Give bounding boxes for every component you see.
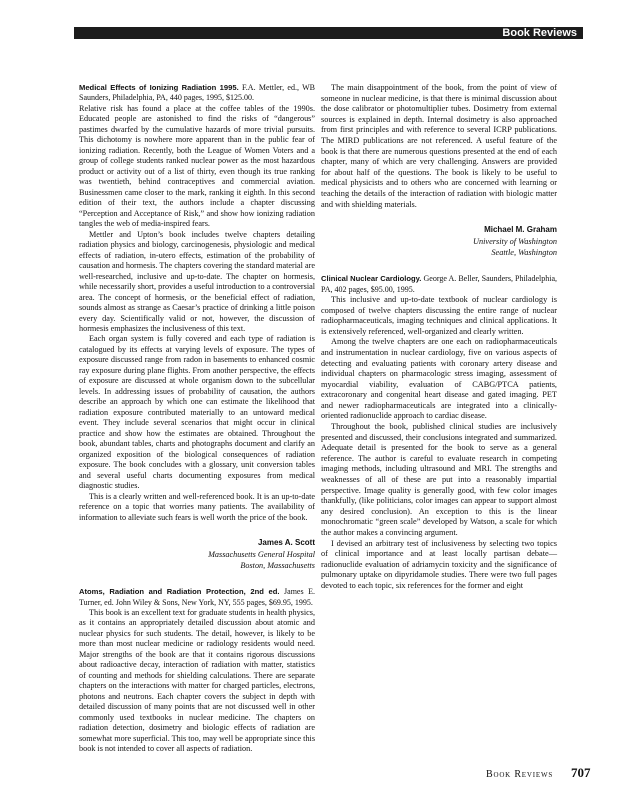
page-footer [486,764,591,782]
page-number: 707 [571,765,591,780]
reviewer-institution: Massachusetts General Hospital [208,550,315,560]
footer-journal: Book Reviews [486,769,554,780]
review-3-title: Clinical Nuclear Cardiology. [321,274,422,284]
section-header-bar [74,27,583,39]
right-column [321,83,557,592]
review-3-paragraph: Throughout the book, published clinical studies are inclusively presented and discussed, their conclusions integrated and summarized. Adequate detail is presented for the book to serve as a general reference. The author is careful to evaluate research in competing imaging methods, including ultrasound and MRI. The strengths and weaknesses of all of these are put into a reasonably impartial perspective. Image quality is generally good, with few color images thankfully, (like politicians, color images can appear to support almost any desired conclusion). An exception to this is the linear monochromatic “green scale” developed by Watson, a scale for which the author makes a convincing argument. [321,422,557,537]
review-2-title: Atoms, Radiation and Radiation Protection, 2nd ed. [79,587,280,597]
review-1-title: Medical Effects of Ionizing Radiation 1995. [79,83,239,92]
reviewer-name: Michael M. Graham [484,225,557,235]
section-label: Book Reviews [502,27,577,39]
review-2-signature [321,224,557,258]
review-3-paragraph: Among the twelve chapters are one each on radiopharmaceuticals and instrumentation in nuclear cardiology, five on various aspects of detecting and evaluating patients with coronary artery disease and individual chapters on pharmacologic stress imaging, assessment of myocardial viability, evaluation of CABG/PTCA patients, extracoronary and congenital heart disease and gated imaging. PET and newer radiopharmaceuticals are integrated into a clinically-oriented radionuclide approach to cardiac disease. [321,337,557,421]
review-3-citation: George A. Beller, Saunders, Philadelphia, PA, 402 pages, $95.00, 1995. [321,274,558,294]
reviewer-institution: University of Washington [472,237,557,247]
left-column [79,83,315,755]
reviewer-location: Boston, Massachusetts [240,561,315,571]
reviewer-location: Seattle, Washington [491,248,557,258]
review-2-paragraph: This book is an excellent text for graduate students in health physics, as it contains an appropriately detailed discussion about atomic and nuclear physics for such students. The detail, however, is likely to be more than most nuclear medicine or radiology residents would need. Major strengths of the book are that it contains rigorous discussions about radioactive decay, interaction of radiation with matter, statistics of counting and methods for shielding calculations. There are separate chapters on the interactions with matter for charged particles, electrons, photons and neutrons. Each chapter covers the subject in depth with detailed discussion of many points that are not discussed well in other commonly used textbooks in nuclear medicine. The chapters on radiation detection, dosimetry and biologic effects of radiation are somewhat more superficial. This too, may well be appropriate since this book is not intended to cover all aspects of radiation. [79,608,316,754]
review-3-paragraph: This inclusive and up-to-date textbook of nuclear cardiology is composed of twelve chapters discussing the entire range of nuclear radiopharmaceuticals, imaging techniques and clinical applications. It is extensively referenced, well-organized and clearly written. [321,294,557,336]
review-2-header [79,587,315,608]
reviewer-name: James A. Scott [257,538,315,548]
review-1-paragraph: Mettler and Upton’s book includes twelve chapters detailing radiation physics and biology, carcinogenesis, physiologic and medical effects of radiation, in-utero effects, estimation of the probability of causation and hormesis. The chapters covering the standard material are well-researched, inclusive and up-to-date. The chapter on hormesis, while necessarily short, provides a useful introduction to a controversial area. The concept of hormesis, or the beneficial effect of radiation, sounds almost as strange as Caesar’s practice of drinking a little poison every day. Scientifically valid or not, however, the discussion of hormesis emphasizes the inclusiveness of this text. [79,229,316,333]
review-3-paragraph: I devised an arbitrary test of inclusiveness by selecting two topics of clinical importance and at least locally partisan debate—radionuclide evaluation of adriamycin toxicity and the significance of pulmonary uptake on dipyridamole studies. There were two full pages devoted to each topic, six references for the former and eight [321,538,557,590]
review-1-signature [79,537,315,571]
review-2-citation: James E. Turner, ed. John Wiley & Sons, New York, NY, 555 pages, $69.95, 1995. [79,587,316,607]
review-2-paragraph: The main disappointment of the book, from the point of view of someone in nuclear medicine, is that there is minimal discussion about the dose calibrator or photomultiplier tubes. Dosimetry from external sources is explained in depth. Internal dosimetry is also approached from first principles and with reference to several ICRP publications. The MIRD publications are not referenced. A useful feature of the book is that there are numerous questions presented at the end of each chapter, many of which are very challenging. Answers are provided for about half of the questions. The book is likely to be useful to medical physicists and to others who are concerned with learning or teaching the details of the interaction of radiation with biologic matter and with shielding materials. [321,83,557,209]
review-1-paragraph: This is a clearly written and well-referenced book. It is an up-to-date reference on a topic that worries many patients. The availability of information to alleviate such fears is well worth the price of the book. [79,491,315,522]
review-3-header [321,274,557,295]
review-1-paragraph: Each organ system is fully covered and each type of radiation is catalogued by its effects at varying levels of exposure. The types of exposure discussed range from radon in basements to enhanced cosmic ray exposure during plane flights. From another perspective, the effects of exposure are discussed at whole organism down to the subcellular levels. In addressing issues of probability of causation, the authors describe an approach by which one can estimate the likelihood that radiation exposure contributed materially to an untoward medical event. They include several scenarios that might occur in clinical practice and show how the estimates are obtained. Throughout the book, abundant tables, charts and photographs document and clarify an organized exposition of the biological consequences of radiation exposure. The book concludes with a glossary, unit conversion tables and several useful charts documenting exposures from medical diagnostic studies. [79,334,315,491]
review-1-header [79,83,315,104]
review-1-paragraph: Relative risk has found a place at the coffee tables of the 1990s. Educated people are astonished to find the risks of “dangerous” pastimes dwarfed by the cumulative hazards of more trivial pursuits. This dichotomy is nowhere more apparent than in the public fear of ionizing radiation. Recently, both the League of Women Voters and a group of college students ranked nuclear power as the most hazardous product or activity out of a list of thirty, even though its true ranking was twentieth, behind contraceptives and commercial aviation. Businessmen came closer to the mark, ranking it eighth. In this second edition of their text, the authors include a chapter discussing “Perception and Acceptance of Risk,” and show how ionizing radiation tangles the web of media-inspired fears. [79,103,315,229]
review-1-citation: F.A. Mettler, ed., WB Saunders, Philadelphia, PA, 440 pages, 1995, $125.00. [79,83,316,103]
